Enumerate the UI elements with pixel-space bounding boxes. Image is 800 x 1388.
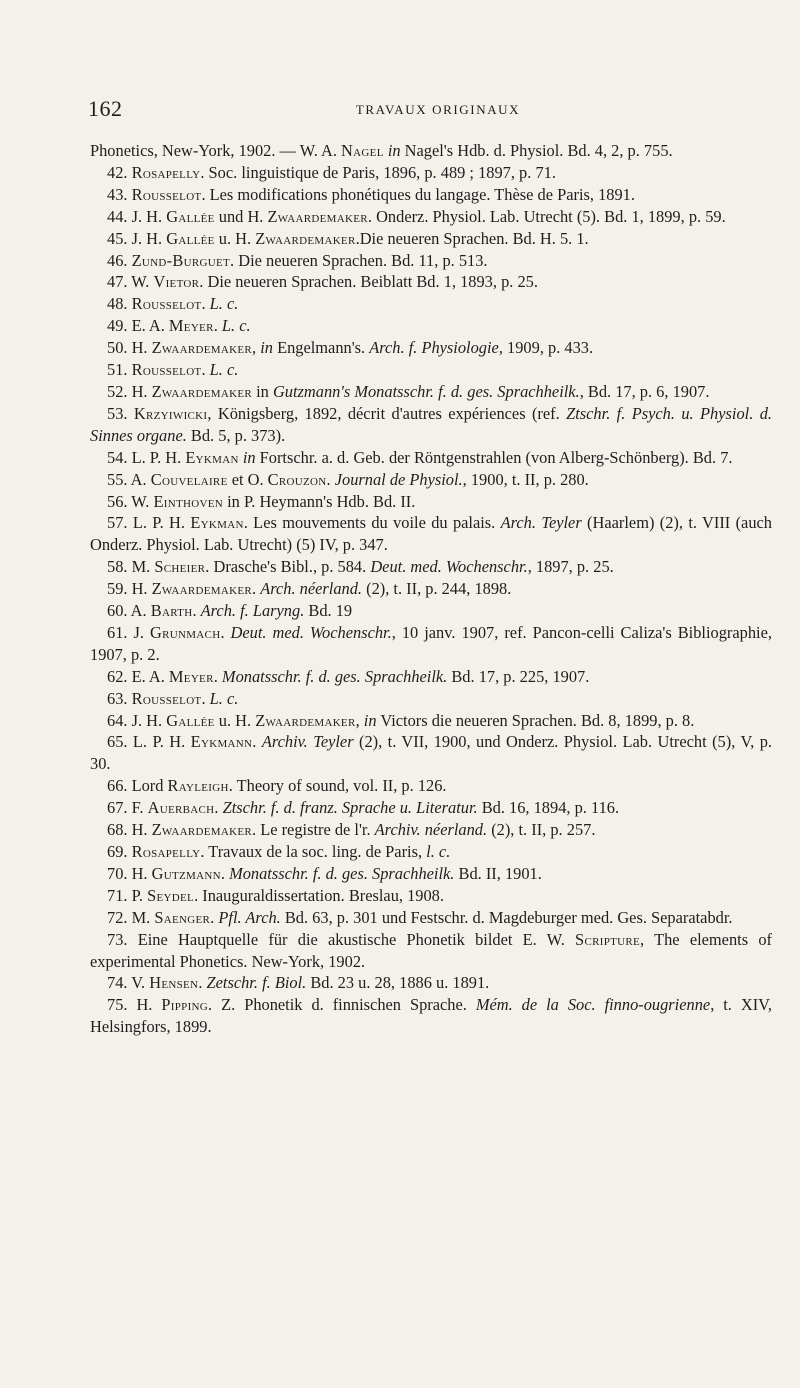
author-name: Couvelaire — [150, 469, 228, 489]
italic-text: L. c. — [221, 316, 251, 336]
author-name: Hensen — [149, 973, 199, 993]
reference-entry — [90, 271, 772, 293]
reference-entry — [90, 819, 772, 841]
reference-text: 68. H. — [107, 820, 152, 840]
reference-entry — [90, 447, 772, 469]
italic-text: Deut. med. Wochenschr. — [370, 557, 528, 577]
reference-text: u. H. — [214, 228, 256, 248]
author-name: Seydel — [147, 885, 195, 905]
reference-text: in P. Heymann's Hdb. Bd. II. — [223, 491, 416, 511]
reference-text: 74. V. — [107, 973, 150, 993]
italic-text: Ztschr. f. Psych. u. Physiol. d. Sinnes organe. — [90, 403, 772, 445]
reference-entry — [90, 841, 772, 863]
reference-text: . — [326, 469, 335, 489]
reference-text: 54. L. P. H. — [107, 447, 186, 467]
italic-text: Arch. f. Physiologie — [369, 338, 499, 358]
reference-text: , The elements of experimental Phonetics. New-York, 1902. — [90, 929, 772, 971]
reference-entry — [90, 775, 772, 797]
reference-text: 42. — [107, 162, 132, 182]
author-name: Scripture — [575, 929, 641, 949]
reference-text: (Haarlem) (2), t. VIII (auch Onderz. Physiol. Lab. Utrecht) (5) IV, p. 347. — [90, 513, 772, 555]
author-name: Crouzon — [267, 469, 327, 489]
reference-text: . Les mouvements du voile du palais. — [243, 513, 501, 533]
reference-entry — [90, 710, 772, 732]
reference-text: . Le registre de l'r. — [252, 820, 375, 840]
reference-text: 51. — [107, 360, 132, 380]
reference-entry — [90, 250, 772, 272]
author-name: Zwaardemaker — [151, 338, 253, 358]
reference-entry — [90, 688, 772, 710]
author-name: Auerbach — [147, 798, 215, 818]
reference-text: 48. — [107, 294, 132, 314]
reference-entry — [90, 885, 772, 907]
reference-text: 58. M. — [107, 557, 155, 577]
reference-list — [90, 140, 772, 1038]
author-name: Rousselot — [131, 688, 202, 708]
italic-text: l. c. — [426, 842, 451, 861]
reference-text: . — [192, 601, 201, 621]
italic-text: Arch. néerland. — [260, 579, 363, 599]
reference-text: in — [252, 381, 273, 401]
reference-text: Fortschr. a. d. Geb. der Röntgenstrahlen (von Alberg-Schönberg). Bd. 7. — [255, 447, 733, 467]
reference-text: 49. E. A. — [107, 316, 169, 336]
reference-entry — [90, 315, 772, 337]
reference-text: . — [214, 798, 223, 818]
reference-text: . — [213, 666, 222, 686]
italic-text: Journal de Physiol. — [334, 469, 463, 489]
reference-entry — [90, 403, 772, 447]
italic-text: Arch. Teyler — [500, 513, 582, 533]
italic-text: Archiv. Teyler — [261, 732, 354, 752]
reference-text: und H. — [214, 206, 268, 226]
italic-text: Gutzmann's Monatsschr. f. d. ges. Sprachheilk. — [272, 381, 580, 401]
reference-text: Engelmann's. — [272, 338, 370, 358]
reference-entry — [90, 491, 772, 513]
reference-text: Bd. 19 — [304, 601, 353, 621]
reference-entry — [90, 666, 772, 688]
reference-text: .Die neueren Sprachen. Bd. H. 5. 1. — [355, 228, 589, 248]
author-name: Meyer — [168, 316, 214, 336]
reference-text: . Theory of sound, vol. II, p. 126. — [228, 776, 447, 796]
author-name: Einthoven — [153, 491, 223, 511]
reference-text: . Die neueren Sprachen. Bd. 11, p. 513. — [230, 250, 488, 270]
reference-text: . Travaux de la soc. ling. de Paris, — [200, 842, 427, 861]
reference-text: . Die neueren Sprachen. Beiblatt Bd. 1, 1893, p. 25. — [199, 272, 538, 292]
reference-text: et O. — [227, 469, 268, 489]
author-name: Barth — [150, 601, 193, 621]
italic-text: L. c. — [209, 688, 239, 708]
reference-entry — [90, 907, 772, 929]
author-name: Zwaardemaker — [267, 206, 368, 226]
reference-text: , 1897, p. 25. — [527, 557, 614, 577]
italic-text: in — [242, 447, 256, 467]
reference-text: Victors die neueren Sprachen. Bd. 8, 1899, p. 8. — [376, 710, 695, 730]
reference-text: . — [201, 688, 210, 708]
reference-text: 56. W. — [107, 491, 154, 511]
reference-text: Phonetics, New-York, 1902. — W. A. — [90, 141, 342, 160]
author-name: Saenger — [154, 907, 211, 927]
reference-text: . — [201, 360, 210, 380]
reference-text: . — [198, 973, 207, 993]
page-number: 162 — [88, 96, 123, 121]
reference-text: 45. J. H. — [107, 228, 167, 248]
reference-text: 69. — [107, 842, 132, 861]
author-name: Krzyiwicki — [133, 403, 208, 423]
reference-text: 75. H. — [107, 995, 162, 1015]
reference-text: 64. J. H. — [107, 710, 167, 730]
reference-text: . Inauguraldissertation. Breslau, 1908. — [194, 885, 444, 905]
author-name: Gutzmann — [151, 863, 221, 883]
reference-text: , — [355, 710, 364, 730]
reference-text: , t. XIV, Helsingfors, 1899. — [90, 995, 772, 1037]
italic-text: Mém. de la Soc. finno-ougrienne — [475, 995, 711, 1015]
author-name: Rosapelly — [131, 162, 201, 182]
italic-text: Arch. f. Laryng. — [200, 601, 305, 621]
reference-text: . Soc. linguistique de Paris, 1896, p. 489 ; 1897, p. 71. — [200, 162, 556, 182]
reference-text: , 10 janv. 1907, ref. Pancon-celli Caliza's Bibliographie, 1907, p. 2. — [90, 622, 772, 664]
reference-text: 60. A. — [107, 601, 151, 621]
italic-text: Archiv. néerland. — [374, 820, 488, 840]
author-name: Rousselot — [131, 360, 202, 380]
reference-text: . — [252, 732, 262, 752]
reference-text: . Drasche's Bibl., p. 584. — [205, 557, 371, 577]
author-name: Rousselot — [131, 294, 202, 314]
reference-entry — [90, 578, 772, 600]
reference-text: , 1900, t. II, p. 280. — [462, 469, 589, 489]
reference-text: Bd. 63, p. 301 und Festschr. d. Magdeburger med. Ges. Separatabdr. — [280, 907, 733, 927]
author-name: Zwaardemaker — [151, 820, 253, 840]
reference-text: . — [220, 863, 230, 883]
reference-text: 67. F. — [107, 798, 148, 818]
reference-text: . — [252, 579, 261, 599]
reference-text: 59. H. — [107, 579, 152, 599]
italic-text: Monatsschr. f. d. ges. Sprachheilk. — [229, 863, 455, 883]
reference-entry — [90, 469, 772, 491]
author-name: Zwaardemaker — [255, 228, 356, 248]
reference-text: 44. J. H. — [107, 206, 167, 226]
reference-entry — [90, 228, 772, 250]
author-name: Rayleigh — [167, 776, 229, 796]
reference-text: . Z. Phonetik d. finnischen Sprache. — [208, 995, 476, 1015]
reference-text: . — [213, 316, 222, 336]
reference-text: 46. — [107, 250, 132, 270]
reference-text: , Bd. 17, p. 6, 1907. — [579, 381, 710, 401]
italic-text: Pfl. Arch. — [218, 907, 281, 927]
reference-entry — [90, 731, 772, 775]
author-name: Meyer — [168, 666, 214, 686]
reference-text: 73. Eine Hauptquelle für die akustische Phonetik bildet E. W. — [107, 929, 576, 949]
author-name: Gallée — [166, 228, 215, 248]
reference-entry — [90, 140, 772, 162]
reference-entry — [90, 184, 772, 206]
author-name: Pipping — [161, 995, 209, 1015]
reference-text: 70. H. — [107, 863, 152, 883]
reference-text: (2), t. II, p. 244, 1898. — [362, 579, 512, 599]
reference-entry — [90, 797, 772, 819]
author-name: Zwaardemaker — [151, 579, 253, 599]
reference-text: . — [220, 622, 231, 642]
reference-text: 55. A. — [107, 469, 151, 489]
reference-text: Bd. 23 u. 28, 1886 u. 1891. — [306, 973, 490, 993]
author-name: Rosapelly — [131, 842, 201, 861]
reference-text: Bd. 5, p. 373). — [186, 425, 286, 445]
reference-text: . — [201, 294, 210, 314]
italic-text: in — [363, 710, 377, 730]
reference-entry — [90, 359, 772, 381]
reference-text: 43. — [107, 184, 132, 204]
reference-text: 50. H. — [107, 338, 152, 358]
reference-entry — [90, 972, 772, 994]
reference-text: 66. Lord — [107, 776, 168, 796]
italic-text: L. c. — [209, 294, 239, 314]
reference-entry — [90, 556, 772, 578]
reference-entry — [90, 512, 772, 556]
italic-text: L. c. — [209, 360, 239, 380]
author-name: Zwaardemaker — [255, 710, 356, 730]
reference-text: 53. — [107, 403, 134, 423]
reference-entry — [90, 863, 772, 885]
running-head: TRAVAUX ORIGINAUX — [355, 102, 521, 117]
reference-text: Nagel's Hdb. d. Physiol. Bd. 4, 2, p. 755. — [400, 141, 673, 160]
reference-entry — [90, 622, 772, 666]
author-name: Grunmach — [149, 622, 221, 642]
italic-text: Deut. med. Wochenschr. — [230, 622, 392, 642]
reference-text: Bd. 17, p. 225, 1907. — [447, 666, 590, 686]
italic-text: Ztschr. f. d. franz. Sprache u. Literatur. — [222, 798, 478, 818]
author-name: Gallée — [166, 206, 215, 226]
reference-text: (2), t. II, p. 257. — [487, 820, 596, 840]
author-name: Vietor — [153, 272, 200, 292]
reference-text: 72. M. — [107, 907, 155, 927]
author-name: Nagel — [341, 141, 384, 160]
reference-text: 47. W. — [107, 272, 154, 292]
reference-text: , — [252, 338, 261, 358]
author-name: Gallée — [166, 710, 215, 730]
italic-text: in — [387, 141, 401, 160]
reference-text: , 1909, p. 433. — [498, 338, 594, 358]
reference-text: . Onderz. Physiol. Lab. Utrecht (5). Bd. 1, 1899, p. 59. — [367, 206, 726, 226]
reference-entry — [90, 337, 772, 359]
reference-text: 57. L. P. H. — [107, 513, 191, 533]
reference-text: 71. P. — [107, 885, 148, 905]
reference-text: Bd. 16, 1894, p. 116. — [477, 798, 620, 818]
reference-entry — [90, 162, 772, 184]
page-header — [88, 96, 768, 126]
reference-text: 62. E. A. — [107, 666, 169, 686]
italic-text: in — [260, 338, 273, 358]
reference-text: u. H. — [214, 710, 256, 730]
author-name: Zund-Burguet — [131, 250, 231, 270]
author-name: Rousselot — [131, 184, 202, 204]
reference-text: 63. — [107, 688, 132, 708]
reference-text: Bd. II, 1901. — [454, 863, 542, 883]
reference-text: 65. L. P. H. — [107, 732, 191, 752]
reference-entry — [90, 994, 772, 1038]
reference-text: , Königsberg, 1892, décrit d'autres expériences (ref. — [207, 403, 567, 423]
italic-text: Monatsschr. f. d. ges. Sprachheilk. — [221, 666, 448, 686]
reference-entry — [90, 929, 772, 973]
reference-text: 61. J. — [107, 622, 150, 642]
reference-entry — [90, 381, 772, 403]
reference-entry — [90, 600, 772, 622]
author-name: Eykman — [190, 513, 244, 533]
author-name: Scheier — [154, 557, 206, 577]
reference-text: (2), t. VII, 1900, und Onderz. Physiol. Lab. Utrecht (5), V, p. 30. — [90, 732, 772, 774]
reference-entry — [90, 206, 772, 228]
reference-entry — [90, 293, 772, 315]
reference-text: . — [210, 907, 219, 927]
author-name: Eykman — [185, 447, 239, 467]
author-name: Zwaardemaker — [151, 381, 253, 401]
reference-text: 52. H. — [107, 381, 152, 401]
reference-text: . Les modifications phonétiques du langage. Thèse de Paris, 1891. — [201, 184, 635, 204]
italic-text: Zetschr. f. Biol. — [206, 973, 307, 993]
author-name: Eykmann — [190, 732, 253, 752]
